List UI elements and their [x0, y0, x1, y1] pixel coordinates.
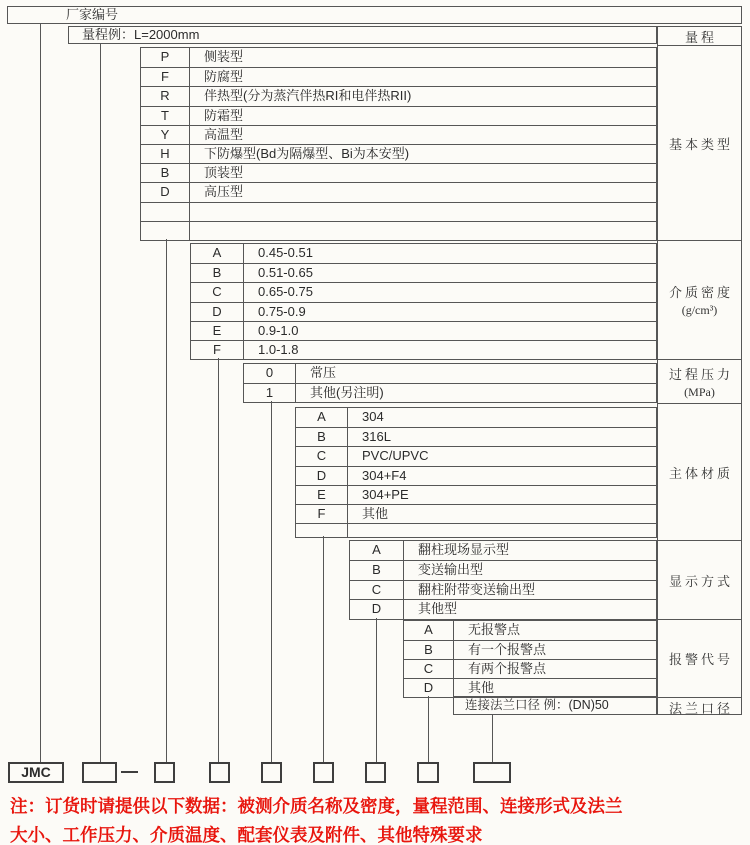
row-basic-type-Y — [141, 125, 656, 144]
code-cell: B — [404, 641, 454, 659]
side-label-column — [657, 26, 742, 715]
model-code-box-2 — [154, 762, 175, 783]
desc-cell: 高压型 — [204, 184, 244, 200]
code-cell: A — [350, 541, 404, 560]
desc-cell: 304+PE — [362, 486, 409, 502]
model-code-box-4 — [261, 762, 282, 783]
desc-cell: 翻柱附带变送输出型 — [418, 581, 536, 597]
model-code-box-8 — [473, 762, 511, 783]
desc-cell: 304 — [362, 409, 384, 424]
code-cell: C — [191, 283, 244, 301]
row-display-A — [350, 541, 656, 560]
desc-cell: 0.75-0.9 — [258, 303, 306, 319]
row-material-C — [296, 446, 656, 465]
row-density-B — [191, 263, 656, 282]
row-density-D — [191, 302, 656, 321]
leader-line-8 — [428, 696, 429, 763]
row-material-F — [296, 504, 656, 523]
desc-cell: 其他 — [362, 505, 389, 521]
row-material-E — [296, 485, 656, 504]
code-cell: C — [296, 447, 348, 465]
code-cell: R — [141, 87, 190, 105]
side-label-text: 量程 — [684, 29, 717, 45]
desc-cell: 伴热型(分为蒸汽伴热RI和电伴热RII) — [204, 88, 412, 104]
desc-cell: 0.65-0.75 — [258, 284, 313, 300]
section-pressure — [243, 363, 657, 403]
leader-line-2 — [100, 44, 101, 763]
row-basic-type-empty — [141, 202, 656, 221]
side-label-display — [658, 540, 741, 619]
row-basic-type-B — [141, 163, 656, 182]
desc-cell: 无报警点 — [468, 622, 521, 637]
code-cell: 1 — [244, 384, 296, 402]
code-cell: B — [296, 428, 348, 446]
code-cell — [141, 222, 190, 240]
row-material-D — [296, 466, 656, 485]
section-basic-type — [140, 47, 657, 241]
code-cell: B — [350, 561, 404, 579]
order-note-line-2: 大小、工作压力、介质温度、配套仪表及附件、其他特殊要求 — [10, 825, 483, 845]
side-label-text: 显示方式 — [668, 573, 733, 589]
desc-cell: 1.0-1.8 — [258, 341, 299, 357]
code-cell: D — [350, 600, 404, 618]
desc-cell: 有一个报警点 — [468, 642, 547, 657]
side-label-text: 过程压力 — [668, 366, 733, 382]
model-code-box-3 — [209, 762, 230, 783]
desc-cell: 侧装型 — [204, 49, 244, 64]
leader-line-9 — [492, 715, 493, 763]
side-label-text: 法兰口径 — [668, 700, 733, 716]
leader-line-4 — [218, 358, 219, 763]
section-material — [295, 407, 657, 538]
row-display-D — [350, 599, 656, 618]
side-label-range — [658, 27, 741, 45]
code-cell: D — [296, 467, 348, 485]
side-label-unit: (MPa) — [684, 384, 715, 399]
code-cell: D — [141, 183, 190, 201]
code-cell: F — [141, 68, 190, 86]
side-label-text: 主体材质 — [668, 465, 733, 481]
code-cell: C — [404, 660, 454, 678]
desc-cell: 0.45-0.51 — [258, 245, 313, 260]
side-label-material — [658, 403, 741, 540]
model-prefix-box: JMC — [8, 762, 64, 783]
code-cell: A — [191, 244, 244, 263]
desc-cell — [190, 203, 656, 221]
code-cell: F — [296, 505, 348, 523]
leader-line-7 — [376, 618, 377, 763]
row-density-C — [191, 282, 656, 301]
desc-cell: PVC/UPVC — [362, 448, 429, 464]
model-code-box-7 — [417, 762, 439, 783]
desc-cell — [190, 222, 656, 240]
code-cell: A — [296, 408, 348, 427]
side-label-flange — [658, 697, 741, 716]
code-cell — [141, 203, 190, 221]
code-cell: D — [191, 303, 244, 321]
row-density-F — [191, 340, 656, 359]
desc-cell: 304+F4 — [362, 467, 407, 483]
desc-cell: 316L — [362, 429, 391, 445]
range-row — [68, 26, 657, 44]
section-density — [190, 243, 657, 360]
side-label-basic-type — [658, 45, 741, 240]
side-label-pressure — [658, 359, 741, 403]
code-cell: E — [296, 486, 348, 504]
leader-line-1 — [40, 24, 41, 763]
row-material-A — [296, 408, 656, 427]
desc-cell: 防腐型 — [204, 69, 244, 85]
row-basic-type-P — [141, 48, 656, 67]
row-alarm-C — [404, 659, 656, 678]
code-cell: C — [350, 581, 404, 599]
model-code-box-1 — [82, 762, 117, 783]
code-cell: P — [141, 48, 190, 67]
desc-cell: 其他(另注明) — [310, 385, 384, 400]
row-pressure-0 — [244, 364, 656, 383]
side-label-unit: (g/cm³) — [681, 303, 718, 317]
row-material-empty — [296, 523, 656, 537]
row-display-C — [350, 580, 656, 599]
leader-line-6 — [323, 536, 324, 763]
factory-code-label: 厂家编号 — [66, 7, 119, 22]
range-example-text: 量程例：L=2000mm — [82, 27, 200, 42]
desc-cell: 0.51-0.65 — [258, 265, 313, 281]
desc-cell: 有两个报警点 — [468, 661, 547, 676]
flange-text: 连接法兰口径 例：(DN)50 — [465, 698, 609, 712]
leader-line-5 — [271, 401, 272, 763]
code-cell: E — [191, 322, 244, 340]
desc-cell: 其他型 — [418, 601, 458, 617]
side-label-density — [658, 240, 741, 359]
order-note-line-1: 注：订货时请提供以下数据：被测介质名称及密度，量程范围、连接形式及法兰 — [10, 796, 623, 816]
side-label-alarm — [658, 619, 741, 697]
row-alarm-A — [404, 621, 656, 640]
code-cell — [296, 524, 348, 537]
side-label-text: 基本类型 — [668, 136, 733, 152]
side-label-text: 报警代号 — [668, 652, 733, 667]
row-density-E — [191, 321, 656, 340]
desc-cell: 其他 — [468, 680, 495, 695]
code-cell: B — [141, 164, 190, 182]
code-cell: 0 — [244, 364, 296, 383]
row-basic-type-T — [141, 106, 656, 125]
model-code-box-5 — [313, 762, 334, 783]
row-density-A — [191, 244, 656, 263]
row-display-B — [350, 560, 656, 579]
code-cell: B — [191, 264, 244, 282]
row-alarm-D — [404, 678, 656, 697]
code-cell: A — [404, 621, 454, 640]
desc-cell: 翻柱现场显示型 — [418, 542, 510, 557]
desc-cell — [348, 524, 656, 537]
side-label-text: 介质密度 — [668, 285, 733, 300]
flange-row — [453, 696, 657, 715]
desc-cell: 防霜型 — [204, 107, 244, 123]
code-cell: T — [141, 107, 190, 125]
section-alarm — [403, 620, 657, 698]
desc-cell: 顶装型 — [204, 165, 244, 181]
section-display — [349, 540, 657, 620]
leader-line-3 — [166, 239, 167, 763]
code-cell: H — [141, 145, 190, 163]
desc-cell: 高温型 — [204, 126, 244, 142]
row-basic-type-R — [141, 86, 656, 105]
row-basic-type-D — [141, 182, 656, 201]
model-code-box-6 — [365, 762, 386, 783]
desc-cell: 0.9-1.0 — [258, 322, 299, 338]
row-basic-type-empty — [141, 221, 656, 240]
row-pressure-1 — [244, 383, 656, 402]
row-material-B — [296, 427, 656, 446]
code-cell: D — [404, 679, 454, 697]
code-cell: F — [191, 341, 244, 359]
row-basic-type-H — [141, 144, 656, 163]
row-basic-type-F — [141, 67, 656, 86]
model-code-separator — [121, 771, 138, 773]
desc-cell: 常压 — [310, 365, 337, 380]
row-alarm-B — [404, 640, 656, 659]
desc-cell: 变送输出型 — [418, 562, 484, 578]
factory-code-box — [7, 6, 742, 24]
desc-cell: 下防爆型(Bd为隔爆型、Bi为本安型) — [204, 145, 410, 161]
code-cell: Y — [141, 126, 190, 144]
